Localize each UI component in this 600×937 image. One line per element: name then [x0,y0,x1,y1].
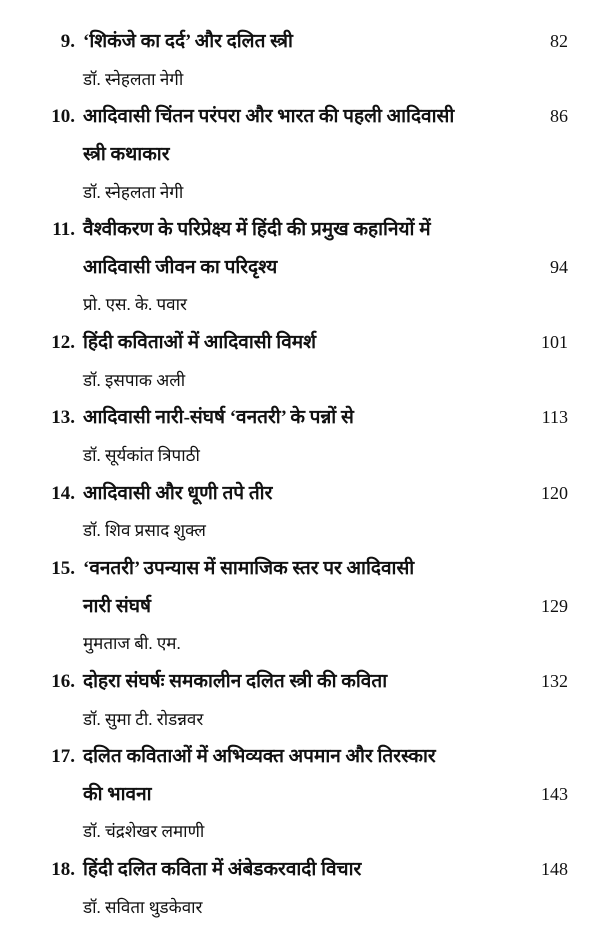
toc-author-line [0,174,600,212]
toc-author-line [0,61,600,99]
toc-author-line [0,512,600,550]
toc-title-line [0,663,600,701]
entry-number: 9. [60,31,75,52]
toc-entry [0,550,600,663]
toc-title-line [0,550,600,588]
entry-author: डॉ. इसपाक अली [83,370,186,390]
entry-title: की भावना [83,783,152,805]
entry-author: डॉ. शिव प्रसाद शुक्ल [83,521,206,541]
entry-number: 12. [51,332,75,354]
toc-author-line [0,362,600,400]
entry-title: नारी संघर्ष [83,595,151,617]
entry-title: आदिवासी नारी-संघर्ष ‘वनतरी’ के पन्नों से [83,407,354,429]
entry-number: 14. [51,482,75,504]
entry-author: डॉ. सूर्यकांत त्रिपाठी [83,446,200,466]
toc-entry [0,98,600,211]
entry-number: 10. [51,106,75,128]
page-number: 129 [541,595,568,616]
entry-number: 11. [52,219,75,241]
toc-entry [0,663,600,738]
toc-author-line [0,625,600,663]
page-number: 82 [550,31,568,51]
toc-title-line [0,475,600,513]
entry-title: स्त्री कथाकार [83,143,170,165]
toc-title-line [0,851,600,889]
entry-title: आदिवासी चिंतन परंपरा और भारत की पहली आदिवासी [83,106,455,128]
toc-title-line [0,324,600,362]
toc-entry [0,399,600,474]
entry-title: हिंदी कविताओं में आदिवासी विमर्श [83,332,317,354]
toc-title-line [0,23,600,61]
page-number: 101 [541,332,568,353]
entry-title: आदिवासी और धूणी तपे तीर [83,482,273,504]
entry-title: ‘वनतरी’ उपन्यास में सामाजिक स्तर पर आदिवासी [83,557,415,579]
toc-entry [0,475,600,550]
entry-author: प्रो. एस. के. पवार [83,295,187,315]
toc-title-line [0,98,600,136]
entry-title: दोहरा संघर्षः समकालीन दलित स्त्री की कविता [83,670,388,692]
toc-author-line [0,286,600,324]
entry-title: हिंदी दलित कविता में अंबेडकरवादी विचार [83,859,362,881]
entry-title: वैश्वीकरण के परिप्रेक्ष्य में हिंदी की प्रमुख कहानियों में [83,219,431,241]
toc-entry [0,211,600,324]
toc-entry [0,738,600,851]
entry-number: 16. [51,670,75,692]
toc-title-line [0,136,600,174]
page-number: 113 [541,407,568,428]
entry-title: ‘शिकंजे का दर्द’ और दलित स्त्री [83,31,293,52]
entry-number: 15. [51,557,75,579]
toc-title-line [0,211,600,249]
entry-author: डॉ. चंद्रशेखर लमाणी [83,822,205,842]
toc-title-line [0,776,600,814]
entry-author: डॉ. स्नेहलता नेगी [83,69,184,89]
entry-author: डॉ. सुमा टी. रोडन्नवर [83,709,204,729]
page-number: 143 [541,783,568,804]
entry-author: डॉ. स्नेहलता नेगी [83,182,184,202]
toc-title-line [0,399,600,437]
toc-title-line [0,588,600,626]
toc-entry [0,851,600,926]
entry-author: डॉ. सविता थुडकेवार [83,897,203,917]
toc-author-line [0,437,600,475]
entry-number: 18. [51,859,75,881]
page-number: 120 [541,482,568,503]
toc-author-line [0,813,600,851]
toc-author-line [0,889,600,927]
toc-author-line [0,701,600,739]
toc-entry [0,324,600,399]
toc-entry [0,23,600,98]
entry-title: आदिवासी जीवन का परिदृश्य [83,256,278,278]
entry-author: मुमताज बी. एम. [83,634,181,654]
entry-number: 13. [51,407,75,429]
page-number: 132 [541,670,568,691]
toc-title-line [0,249,600,287]
toc-title-line [0,738,600,776]
entry-title: दलित कविताओं में अभिव्यक्त अपमान और तिरस्कार [83,746,436,768]
table-of-contents [0,23,600,926]
page-number: 94 [550,256,568,277]
page-number: 148 [541,859,568,880]
entry-number: 17. [51,746,75,768]
page-number: 86 [550,106,568,127]
